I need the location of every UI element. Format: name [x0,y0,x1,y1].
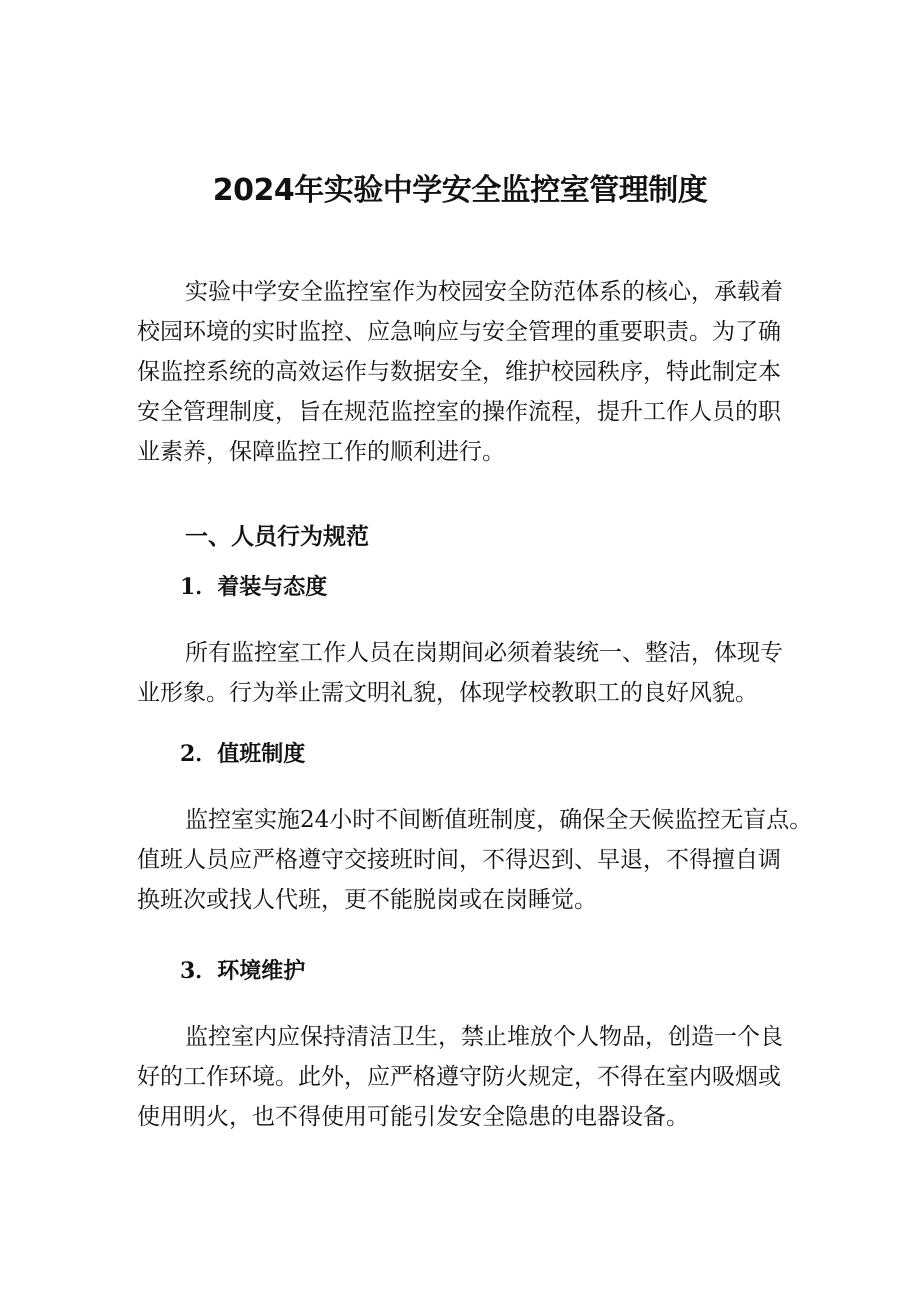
intro-paragraph [137,272,797,472]
item-heading-3: 3．环境维护 [180,958,306,984]
paragraph-line: 实验中学安全监控室作为校园安全防范体系的核心，承载着 [185,279,783,305]
paragraph-line: 校园环境的实时监控、应急响应与安全管理的重要职责。为了确 [137,319,781,345]
paragraph-line: 安全管理制度，旨在规范监控室的操作流程，提升工作人员的职 [137,399,781,425]
item-heading-1: 1．着装与态度 [180,574,328,600]
paragraph-line: 业素养，保障监控工作的顺利进行。 [137,439,505,465]
paragraph-line: 使用明火，也不得使用可能引发安全隐患的电器设备。 [137,1104,689,1130]
paragraph-line: 值班人员应严格遵守交接班时间，不得迟到、早退，不得擅自调 [137,847,781,873]
paragraph-line: 监控室实施24小时不间断值班制度，确保全天候监控无盲点。 [185,807,813,833]
paragraph-line: 换班次或找人代班，更不能脱岗或在岗睡觉。 [137,887,597,913]
paragraph-line: 监控室内应保持清洁卫生，禁止堆放个人物品，创造一个良 [185,1024,783,1050]
item-2-paragraph [137,800,813,920]
document-title: 2024年实验中学安全监控室管理制度 [212,173,708,208]
paragraph-line: 保监控系统的高效运作与数据安全，维护校园秩序，特此制定本 [137,359,781,385]
paragraph-line: 好的工作环境。此外，应严格遵守防火规定，不得在室内吸烟或 [137,1064,781,1090]
item-1-paragraph [137,633,797,713]
item-heading-2: 2．值班制度 [180,741,306,767]
item-3-paragraph [137,1017,797,1137]
section-heading: 一、人员行为规范 [185,524,369,550]
paragraph-line: 业形象。行为举止需文明礼貌，体现学校教职工的良好风貌。 [137,680,758,706]
paragraph-line: 所有监控室工作人员在岗期间必须着装统一、整洁，体现专 [185,640,783,666]
